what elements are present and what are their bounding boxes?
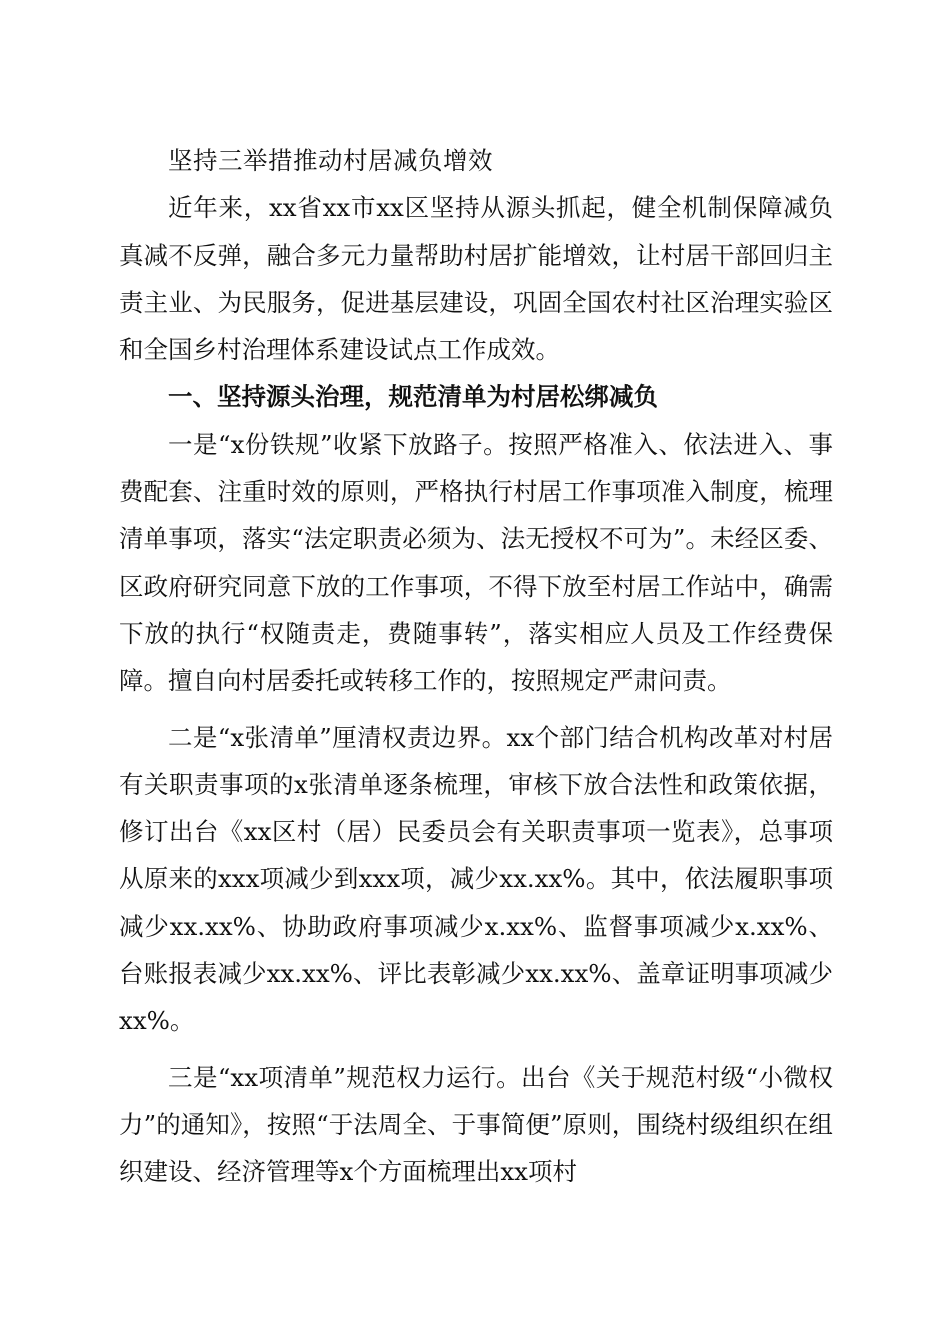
paragraph-2: 二是“x张清单”厘清权责边界。xx个部门结合机构改革对村居有关职责事项的x张清单逐条梳理，审核下放合法性和政策依据，修订出台《xx区村（居）民委员会有关职责事项一览表》，总事项从原来的xxx项减少到xxx项，减少xx.xx%。其中，依法履职事项减少xx.xx%、协助政府事项减少x.xx%、监督事项减少x.xx%、台账报表减少xx.xx%、评比表彰减少xx.xx%、盖章证明事项减少xx%。 [119,722,833,1036]
intro-paragraph: 近年来，xx省xx市xx区坚持从源头抓起，健全机制保障减负真减不反弹，融合多元力量帮助村居扩能增效，让村居干部回归主责主业、为民服务，促进基层建设，巩固全国农村社区治理实验区和全国乡村治理体系建设试点工作成效。 [119,193,833,365]
paragraph-1: 一是“x份铁规”收紧下放路子。按照严格准入、依法进入、事费配套、注重时效的原则，严格执行村居工作事项准入制度，梳理清单事项，落实“法定职责必须为、法无授权不可为”。未经区委、区政府研究同意下放的工作事项，不得下放至村居工作站中，确需下放的执行“权随责走，费随事转”，落实相应人员及工作经费保障。擅自向村居委托或转移工作的，按照规定严肃问责。 [119,429,833,696]
paragraph-gap [119,705,833,714]
document-title: 坚持三举措推动村居减负增效 [168,146,493,175]
document-body [119,137,833,1196]
paragraph-3: 三是“xx项清单”规范权力运行。出台《关于规范村级“小微权力”的通知》，按照“于法周全、于事简便”原则，围绕村级组织在组织建设、经济管理等x个方面梳理出xx项村 [119,1062,833,1187]
paragraph-gap [119,1045,833,1054]
section-heading: 一、坚持源头治理，规范清单为村居松绑减负 [168,382,658,412]
